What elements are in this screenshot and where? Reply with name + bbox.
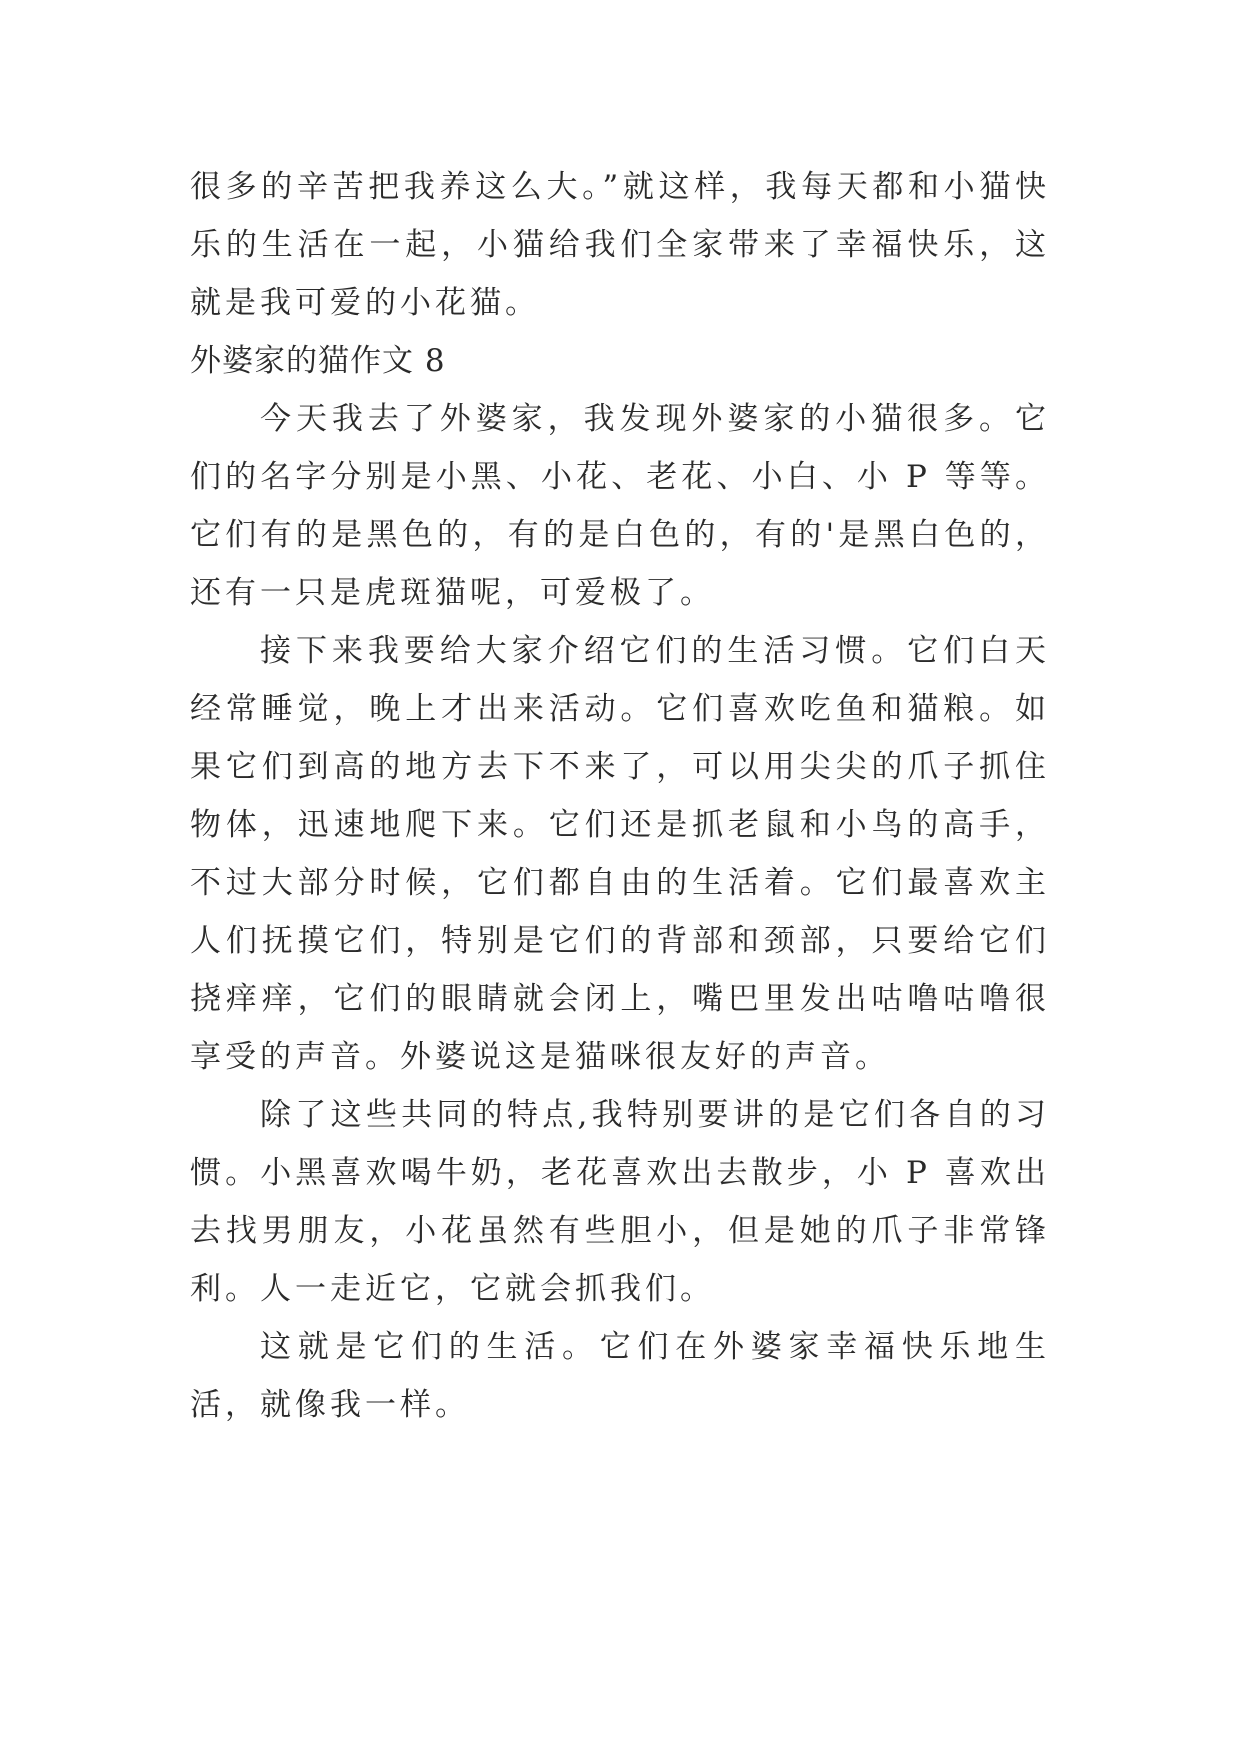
paragraph-continued: 很多的辛苦把我养这么大。”就这样，我每天都和小猫快乐的生活在一起，小猫给我们全家带来了幸福快乐，这就是我可爱的小花猫。 [190, 169, 1050, 321]
section-title: 外婆家的猫作文 8 [190, 343, 446, 379]
paragraph-conclusion: 这就是它们的生活。它们在外婆家幸福快乐地生活，就像我一样。 [190, 1329, 1050, 1423]
paragraph-habits: 接下来我要给大家介绍它们的生活习惯。它们白天经常睡觉，晚上才出来活动。它们喜欢吃鱼和猫粮。如果它们到高的地方去下不来了，可以用尖尖的爪子抓住物体，迅速地爬下来。它们还是抓老鼠和小鸟的高手，不过大部分时候，它们都自由的生活着。它们最喜欢主人们抚摸它们，特别是它们的背部和颈部，只要给它们挠痒痒，它们的眼睛就会闭上，嘴巴里发出咕噜咕噜很享受的声音。外婆说这是猫咪很友好的声音。 [190, 633, 1050, 1075]
paragraph-individual-habits: 除了这些共同的特点,我特别要讲的是它们各自的习惯。小黑喜欢喝牛奶，老花喜欢出去散步，小 P 喜欢出去找男朋友，小花虽然有些胆小，但是她的爪子非常锋利。人一走近它，它就会抓我们。 [190, 1097, 1050, 1307]
document-body [190, 158, 1050, 1434]
paragraph-intro: 今天我去了外婆家，我发现外婆家的小猫很多。它们的名字分别是小黑、小花、老花、小白、小 P 等等。它们有的是黑色的，有的是白色的，有的'是黑白色的，还有一只是虎斑猫呢，可爱极了。 [190, 401, 1050, 611]
